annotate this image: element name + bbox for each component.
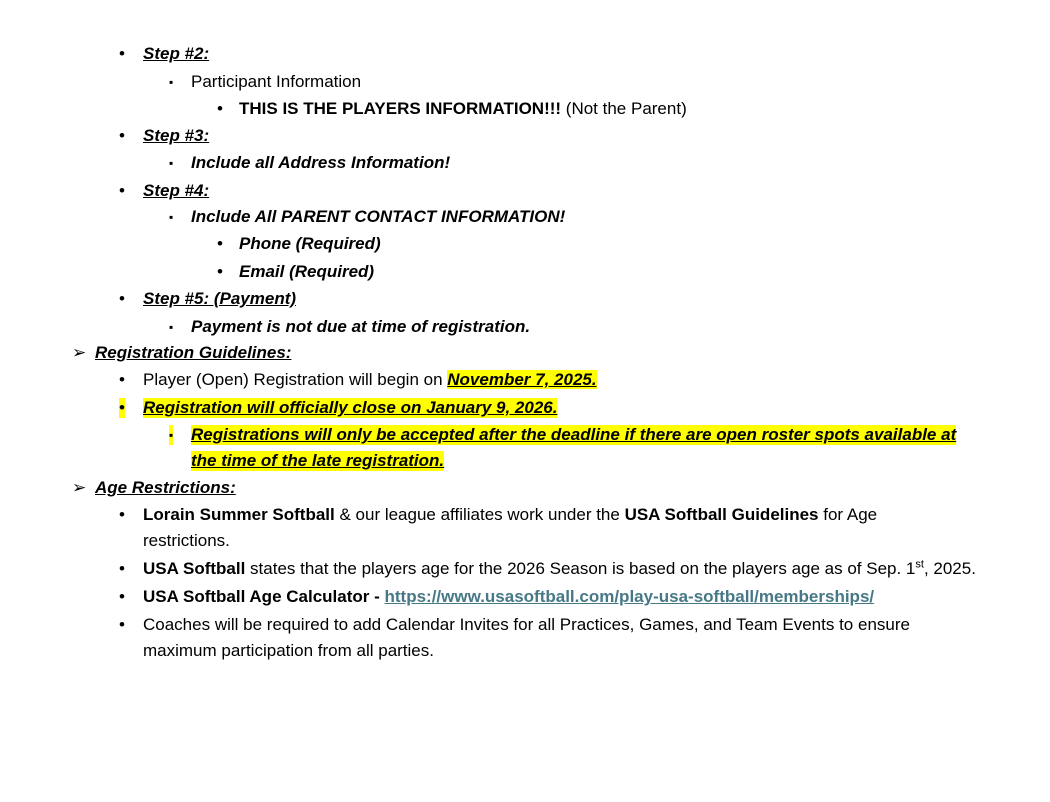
phone-required: Phone (Required) xyxy=(239,234,381,253)
bullet-dot: • xyxy=(217,99,223,118)
late-registration-line-1: Registrations will only be accepted after the deadline if there are open roster spots available at xyxy=(191,425,957,444)
coaches-paragraph-line-2: maximum participation from all parties. xyxy=(143,641,434,660)
late-registration-line-2: the time of the late registration. xyxy=(191,451,445,470)
bullet-dot: • xyxy=(217,262,223,281)
bullet-dot: • xyxy=(119,559,125,578)
bullet-square: ▪ xyxy=(169,75,174,89)
coaches-paragraph-line-1: Coaches will be required to add Calendar Invites for all Practices, Games, and Team Events to ensure xyxy=(143,615,910,634)
age-calculator-link[interactable]: https://www.usasoftball.com/play-usa-softball/memberships/ xyxy=(384,587,875,606)
affiliates-text: & our league affiliates work under the xyxy=(334,505,625,524)
bullet-square: ▪ xyxy=(169,210,174,224)
age-paragraph-2 xyxy=(143,559,976,579)
step-4-sub: Include All PARENT CONTACT INFORMATION! xyxy=(191,207,566,226)
bullet-dot: • xyxy=(119,615,125,634)
bullet-dot: • xyxy=(119,181,125,200)
registration-open xyxy=(143,370,597,390)
players-info-emphasis: THIS IS THE PLAYERS INFORMATION!!! xyxy=(239,99,562,118)
for-age-text: for Age xyxy=(818,505,878,524)
bullet-dot: • xyxy=(119,289,125,308)
season-age-text: states that the players age for the 2026 Season is based on the players age as of Sep. 1 xyxy=(245,559,916,578)
bullet-dot: • xyxy=(119,398,125,417)
registration-open-text: Player (Open) Registration will begin on xyxy=(143,370,448,389)
registration-close: Registration will officially close on January 9, 2026. xyxy=(143,398,558,417)
bullet-dot: • xyxy=(119,587,125,606)
age-paragraph-1 xyxy=(143,505,877,525)
arrow-bullet-icon: ➢ xyxy=(72,478,87,497)
bullet-dot: • xyxy=(119,44,125,63)
not-parent-note: (Not the Parent) xyxy=(561,99,687,118)
age-paragraph-3 xyxy=(143,587,874,607)
registration-guidelines-heading: Registration Guidelines: xyxy=(95,343,292,362)
ordinal-suffix: st xyxy=(915,558,924,571)
age-paragraph-1-cont: restrictions. xyxy=(143,531,230,550)
usa-softball-label: USA Softball xyxy=(143,559,246,578)
bullet-dot: • xyxy=(119,505,125,524)
lorain-summer-softball: Lorain Summer Softball xyxy=(143,505,335,524)
bullet-square: ▪ xyxy=(169,156,174,170)
step-4-heading: Step #4: xyxy=(143,181,210,200)
season-year-text: , 2025. xyxy=(923,559,976,578)
bullet-dot: • xyxy=(119,370,125,389)
step-5-heading: Step #5: (Payment) xyxy=(143,289,297,308)
step-3-sub: Include all Address Information! xyxy=(191,153,451,172)
bullet-square: ▪ xyxy=(169,425,173,445)
email-required: Email (Required) xyxy=(239,262,375,281)
age-calculator-label: USA Softball Age Calculator - xyxy=(143,587,385,606)
step-2-heading: Step #2: xyxy=(143,44,210,63)
arrow-bullet-icon: ➢ xyxy=(72,343,87,362)
step-3-heading: Step #3: xyxy=(143,126,210,145)
bullet-square: ▪ xyxy=(169,320,174,334)
bullet-dot: • xyxy=(217,234,223,253)
age-restrictions-heading: Age Restrictions: xyxy=(95,478,236,497)
registration-open-date: November 7, 2025. xyxy=(447,370,597,389)
bullet-dot: • xyxy=(119,126,125,145)
step-5-sub: Payment is not due at time of registration. xyxy=(191,317,531,336)
usa-softball-guidelines: USA Softball Guidelines xyxy=(624,505,819,524)
step-2-detail xyxy=(239,99,687,119)
step-2-sub: Participant Information xyxy=(191,72,362,91)
